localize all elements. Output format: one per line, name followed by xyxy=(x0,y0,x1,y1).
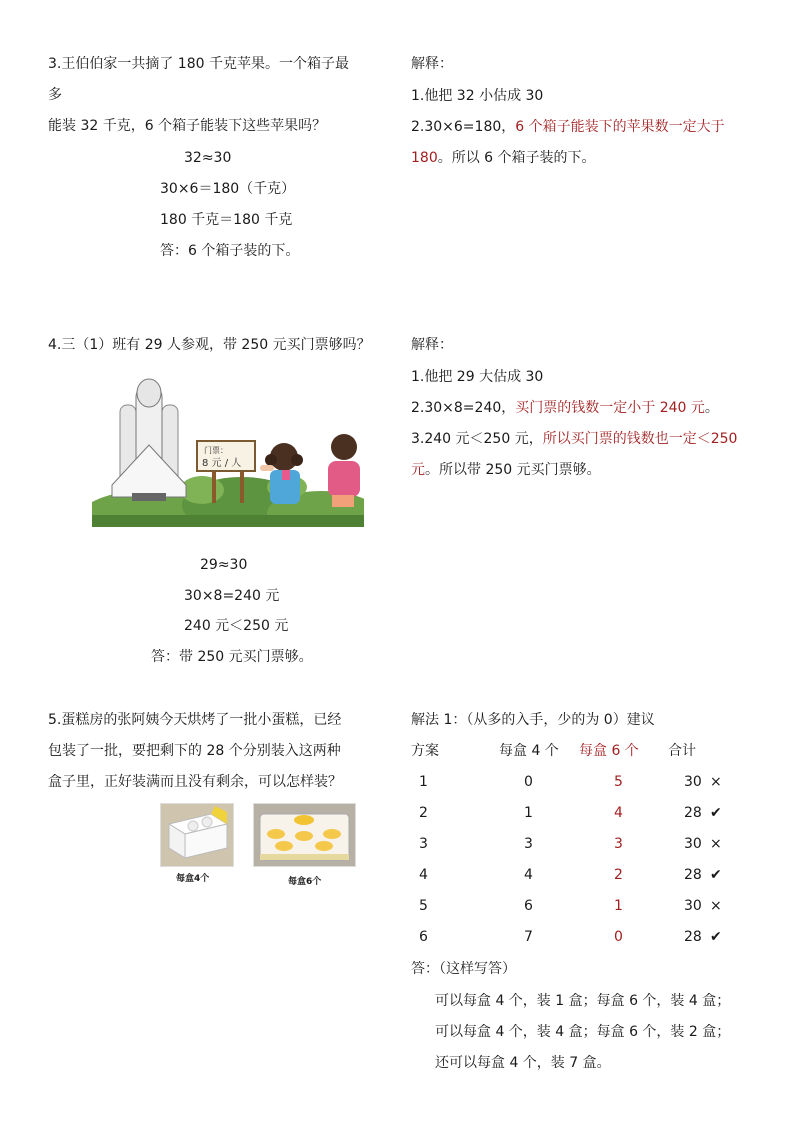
cell-total: 30 xyxy=(684,835,702,852)
cell-four: 0 xyxy=(524,773,533,790)
cell-mark: × xyxy=(710,835,722,852)
cake-box-4-caption: 每盒4个 xyxy=(176,874,210,884)
cell-mark: ✔ xyxy=(710,804,722,821)
cell-mark: × xyxy=(710,773,722,790)
cell-plan: 3 xyxy=(419,835,428,852)
q5-answer-1: 可以每盒 4 个，装 1 盒；每盒 6 个，装 4 盒； xyxy=(435,993,731,1009)
cell-total: 30 xyxy=(684,773,702,790)
cake-box-6-caption: 每盒6个 xyxy=(288,877,322,887)
q4-explain-3c: 元 xyxy=(411,462,425,478)
q4-explain-4 xyxy=(411,461,601,479)
q3-line1: 3.王伯伯家一共摘了 180 千克苹果。一个箱子最 xyxy=(48,56,349,72)
cell-six: 5 xyxy=(614,773,623,790)
q3-explain-title: 解释： xyxy=(411,56,453,72)
q4-calc-3: 240 元＜250 元 xyxy=(184,618,289,634)
q3-explain-2 xyxy=(411,118,725,136)
table-row xyxy=(411,859,751,890)
cell-plan: 5 xyxy=(419,897,428,914)
cell-total: 28 xyxy=(684,804,702,821)
cell-plan: 2 xyxy=(419,804,428,821)
cell-four: 3 xyxy=(524,835,533,852)
q4-question: 4.三（1）班有 29 人参观，带 250 元买门票够吗？ xyxy=(48,337,371,353)
q4-answer: 答：带 250 元买门票够。 xyxy=(151,649,313,665)
cell-six: 4 xyxy=(614,804,623,821)
cake-box-6-image xyxy=(253,803,356,867)
cell-four: 4 xyxy=(524,866,533,883)
table-row xyxy=(411,797,751,828)
sign-line1: 门票： xyxy=(204,446,228,455)
q3-explain-2b: 6 个箱子能装下的苹果数一定大于 xyxy=(515,119,725,135)
table-header-six: 每盒 6 个 xyxy=(579,743,639,759)
q5-answer-3: 还可以每盒 4 个，装 7 盒。 xyxy=(435,1055,611,1071)
q3-calc-3: 180 千克＝180 千克 xyxy=(160,212,293,228)
q5-method-title: 解法 1：（从多的入手，少的为 0）建议 xyxy=(411,712,655,728)
q3-explain-3 xyxy=(411,149,596,167)
q5-line3: 盒子里，正好装满而且没有剩余，可以怎样装？ xyxy=(48,774,342,790)
q4-explain-1: 1.他把 29 大估成 30 xyxy=(411,369,544,385)
q4-illustration xyxy=(92,375,364,527)
table-row xyxy=(411,890,751,921)
cell-four: 6 xyxy=(524,897,533,914)
cell-six: 0 xyxy=(614,928,623,945)
plan-table xyxy=(411,766,751,952)
table-header-plan: 方案 xyxy=(411,743,439,759)
rocket-scene-icon xyxy=(92,375,364,527)
sign-line2: 8 元 / 人 xyxy=(202,458,242,469)
cell-mark: ✔ xyxy=(710,866,722,883)
q5-line2: 包装了一批，要把剩下的 28 个分别装入这两种 xyxy=(48,743,341,759)
q3-explain-1: 1.他把 32 小估成 30 xyxy=(411,88,544,104)
table-row xyxy=(411,766,751,797)
cell-six: 2 xyxy=(614,866,623,883)
table-row xyxy=(411,921,751,952)
q3-calc-2: 30×6＝180（千克） xyxy=(160,181,296,197)
q4-explain-title: 解释： xyxy=(411,337,453,353)
q4-calc-2: 30×8=240 元 xyxy=(184,588,280,604)
q4-explain-2c: 。 xyxy=(704,400,719,416)
cell-four: 1 xyxy=(524,804,533,821)
cell-plan: 4 xyxy=(419,866,428,883)
cell-total: 28 xyxy=(684,866,702,883)
q4-explain-3 xyxy=(411,430,737,448)
q4-explain-3d: 。所以带 250 元买门票够。 xyxy=(425,462,601,478)
q4-calc-1: 29≈30 xyxy=(200,557,248,573)
cell-total: 28 xyxy=(684,928,702,945)
q3-line3: 能装 32 千克，6 个箱子能装下这些苹果吗？ xyxy=(48,118,327,134)
q3-explain-2a: 2.30×6=180， xyxy=(411,119,516,135)
q3-explain-2c: 180 xyxy=(411,150,438,166)
cake-box-4-image xyxy=(160,803,234,867)
cake-box-6-icon xyxy=(254,804,355,866)
table-header-four: 每盒 4 个 xyxy=(499,743,559,759)
cell-total: 30 xyxy=(684,897,702,914)
cake-box-4-icon xyxy=(161,804,233,866)
q5-answer-title: 答：（这样写答） xyxy=(411,961,516,977)
table-row xyxy=(411,828,751,859)
cell-six: 3 xyxy=(614,835,623,852)
cell-four: 7 xyxy=(524,928,533,945)
table-header-total: 合计 xyxy=(668,743,696,759)
q3-line2: 多 xyxy=(48,87,62,103)
cell-mark: ✔ xyxy=(710,928,722,945)
q3-calc-1: 32≈30 xyxy=(184,150,232,166)
q4-explain-2b: 买门票的钱数一定小于 240 元 xyxy=(515,400,705,416)
q5-line1: 5.蛋糕房的张阿姨今天烘烤了一批小蛋糕，已经 xyxy=(48,712,342,728)
q3-explain-2d: 。所以 6 个箱子装的下。 xyxy=(437,150,596,166)
cell-plan: 1 xyxy=(419,773,428,790)
q4-explain-2 xyxy=(411,399,719,417)
q5-answer-2: 可以每盒 4 个，装 4 盒；每盒 6 个，装 2 盒； xyxy=(435,1024,731,1040)
q4-explain-3a: 3.240 元＜250 元， xyxy=(411,431,543,447)
q4-explain-2a: 2.30×8=240， xyxy=(411,400,516,416)
cell-plan: 6 xyxy=(419,928,428,945)
q4-explain-3b: 所以买门票的钱数也一定＜250 xyxy=(542,431,738,447)
cell-mark: × xyxy=(710,897,722,914)
cell-six: 1 xyxy=(614,897,623,914)
q3-answer: 答：6 个箱子装的下。 xyxy=(160,243,300,259)
